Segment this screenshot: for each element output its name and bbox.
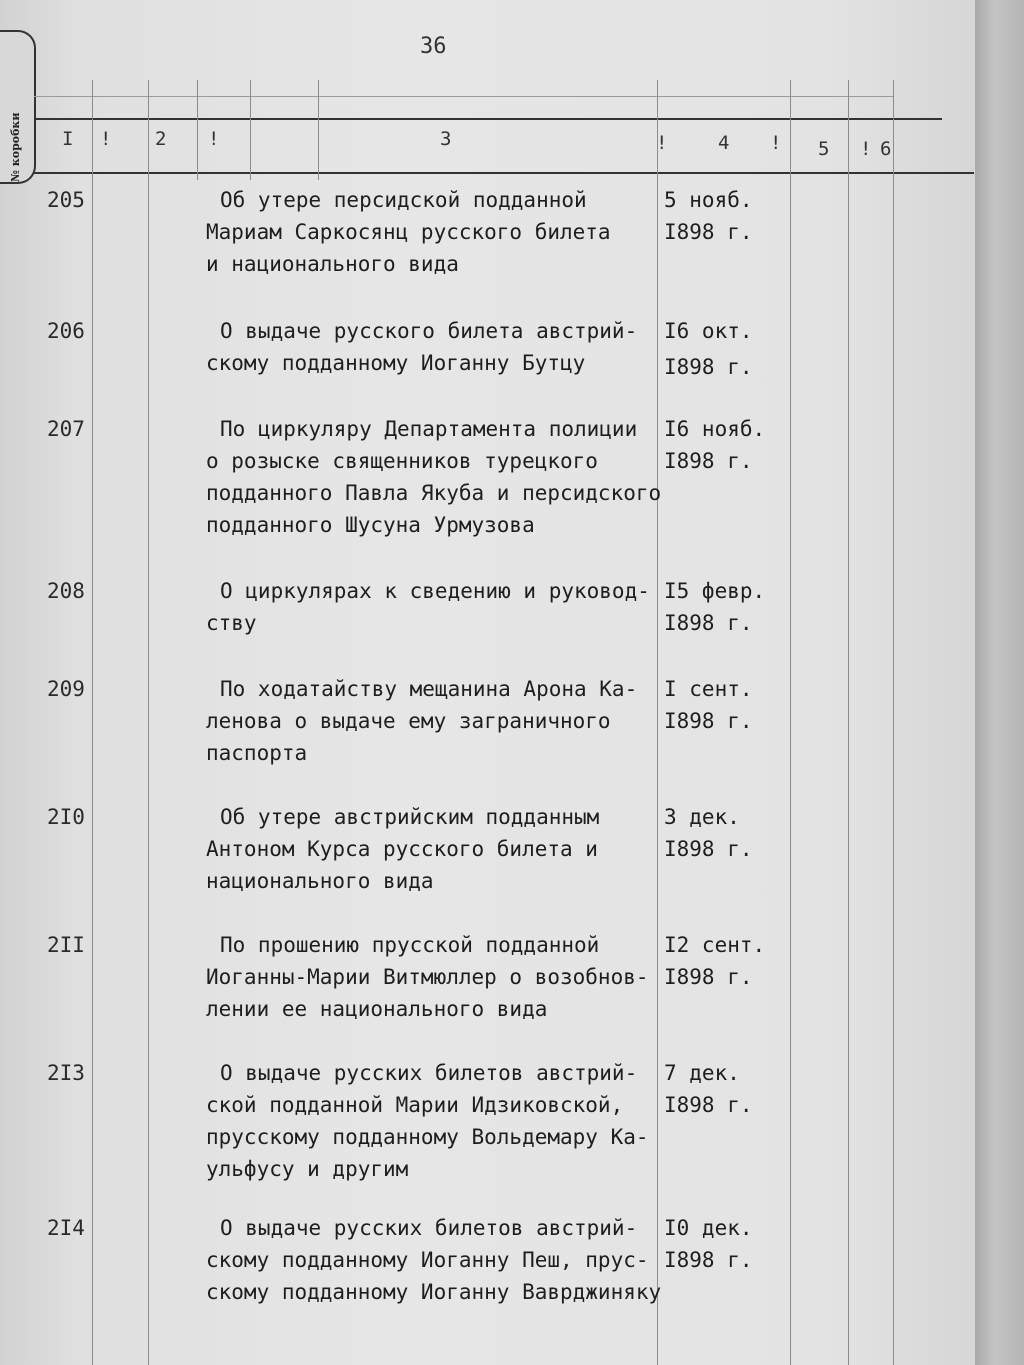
- column-separator-mark: !: [208, 128, 220, 150]
- case-date: 7 дек. I898 г.: [664, 1061, 753, 1117]
- case-title: По ходатайству мещанина Арона Ка- ленова о выдаче ему заграничного паспорта: [206, 677, 638, 765]
- column-divider: [790, 80, 791, 1365]
- case-number: 205: [47, 188, 85, 212]
- case-title: О выдаче русских билетов австрий- скому подданному Иоганну Пеш, прус- скому подданному Иоганну Ваврджиняку: [206, 1216, 662, 1304]
- case-title: О циркулярах к сведению и руковод- ству: [206, 579, 650, 635]
- header-bottom-rule: [34, 172, 974, 174]
- column-separator-mark: !: [656, 132, 668, 154]
- column-header-3: 3: [440, 128, 452, 150]
- column-separator-mark: !: [860, 138, 872, 160]
- case-title: О выдаче русского билета австрий- скому подданному Иоганну Бутцу: [206, 319, 638, 375]
- case-number: 209: [47, 677, 85, 701]
- case-date: I6 нояб. I898 г.: [664, 417, 766, 473]
- case-number: 208: [47, 579, 85, 603]
- case-title: О выдаче русских билетов австрий- ской подданной Марии Идзиковской, прусскому подданному Вольдемару Ка- ульфусу и другим: [206, 1061, 649, 1181]
- case-title: По прошению прусской подданной Иоганны-Марии Витмюллер о возобнов- лении ее национального вида: [206, 933, 649, 1021]
- header-upper-faint-rule: [34, 96, 894, 97]
- box-number-tab: [0, 30, 36, 184]
- case-date: I6 окт. I898 г.: [664, 319, 753, 379]
- case-title: Об утере австрийским подданным Антоном Курса русского билета и национального вида: [206, 805, 600, 893]
- column-divider: [848, 80, 849, 1365]
- case-title: По циркуляру Департамента полиции о розыске священников турецкого подданного Павла Якуба и персидского подданного Шусуна Урмузова: [206, 417, 662, 537]
- case-number: 2I0: [47, 805, 85, 829]
- column-header-1: I: [62, 128, 74, 150]
- case-number: 2I4: [47, 1216, 85, 1240]
- column-divider: [197, 80, 198, 180]
- column-header-5: 5: [818, 138, 830, 160]
- column-header-6: 6: [880, 138, 892, 160]
- case-date: I2 сент. I898 г.: [664, 933, 766, 989]
- column-divider: [92, 80, 93, 1365]
- column-divider: [250, 80, 251, 180]
- case-number: 207: [47, 417, 85, 441]
- column-separator-mark: !: [770, 132, 782, 154]
- case-number: 2I3: [47, 1061, 85, 1085]
- column-divider: [148, 80, 149, 1365]
- column-header-2: 2: [155, 128, 167, 150]
- case-number: 206: [47, 319, 85, 343]
- page-number: 36: [420, 34, 447, 59]
- case-date: 5 нояб. I898 г.: [664, 188, 753, 244]
- case-date: I сент. I898 г.: [664, 677, 753, 733]
- case-date: 3 дек. I898 г.: [664, 805, 753, 861]
- column-divider: [318, 80, 319, 180]
- case-date: I5 февр. I898 г.: [664, 579, 766, 635]
- column-separator-mark: !: [100, 128, 112, 150]
- page-edge-shadow: [975, 0, 1024, 1365]
- box-number-label: № коробки: [9, 112, 22, 182]
- case-title: Об утере персидской подданной Мариам Саркосянц русского билета и национального вида: [206, 188, 611, 276]
- column-divider: [893, 80, 894, 1365]
- case-date: I0 дек. I898 г.: [664, 1216, 753, 1272]
- column-header-4: 4: [718, 132, 730, 154]
- header-top-rule: [34, 118, 942, 120]
- case-number: 2II: [47, 933, 85, 957]
